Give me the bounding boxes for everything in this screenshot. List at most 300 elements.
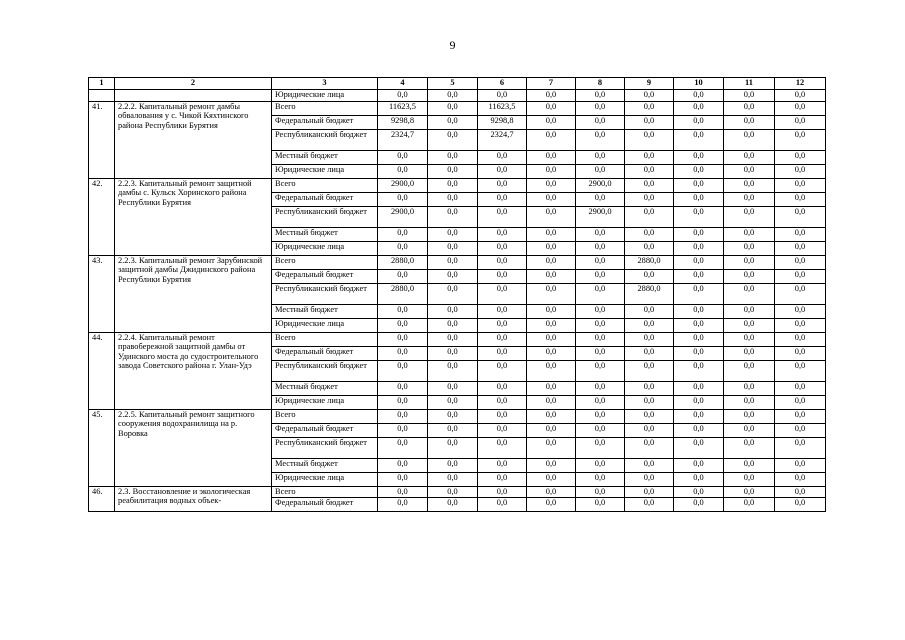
value-cell: 0,0 xyxy=(625,473,674,487)
value-cell: 0,0 xyxy=(478,410,527,424)
value-cell: 0,0 xyxy=(527,284,576,305)
value-cell: 0,0 xyxy=(724,333,775,347)
value-cell: 0,0 xyxy=(428,382,478,396)
value-cell: 0,0 xyxy=(527,242,576,256)
value-cell: 0,0 xyxy=(428,130,478,151)
value-cell: 0,0 xyxy=(478,498,527,512)
value-cell: 0,0 xyxy=(378,333,428,347)
value-cell: 0,0 xyxy=(724,347,775,361)
value-cell: 0,0 xyxy=(527,102,576,116)
value-cell: 0,0 xyxy=(527,305,576,319)
value-cell: 0,0 xyxy=(428,270,478,284)
table-row xyxy=(89,410,826,424)
value-cell: 0,0 xyxy=(674,487,724,498)
value-cell: 0,0 xyxy=(724,116,775,130)
value-cell: 0,0 xyxy=(378,305,428,319)
funding-source-cell: Всего xyxy=(272,179,378,193)
value-cell: 0,0 xyxy=(378,319,428,333)
value-cell: 0,0 xyxy=(428,438,478,459)
value-cell: 0,0 xyxy=(724,424,775,438)
funding-source-cell: Всего xyxy=(272,102,378,116)
value-cell: 0,0 xyxy=(724,319,775,333)
value-cell: 0,0 xyxy=(625,424,674,438)
value-cell: 0,0 xyxy=(625,459,674,473)
value-cell: 0,0 xyxy=(775,90,826,102)
value-cell: 0,0 xyxy=(674,305,724,319)
value-cell: 0,0 xyxy=(527,487,576,498)
value-cell: 0,0 xyxy=(378,498,428,512)
value-cell: 0,0 xyxy=(378,90,428,102)
value-cell: 0,0 xyxy=(378,193,428,207)
value-cell: 0,0 xyxy=(428,179,478,193)
item-name-cell: 2.2.4. Капитальный ремонт правобережной защитной дамбы от Удинского моста до судостроительного завода Советского района г. Улан-Удэ xyxy=(115,333,272,410)
value-cell: 0,0 xyxy=(428,102,478,116)
value-cell: 9298,8 xyxy=(478,116,527,130)
value-cell: 0,0 xyxy=(775,270,826,284)
value-cell: 0,0 xyxy=(576,130,625,151)
column-header: 5 xyxy=(428,78,478,90)
value-cell: 0,0 xyxy=(775,382,826,396)
value-cell: 0,0 xyxy=(378,382,428,396)
value-cell: 0,0 xyxy=(428,410,478,424)
value-cell: 0,0 xyxy=(428,498,478,512)
funding-source-cell: Всего xyxy=(272,410,378,424)
value-cell: 0,0 xyxy=(478,473,527,487)
value-cell: 0,0 xyxy=(625,116,674,130)
table-row xyxy=(89,102,826,116)
value-cell: 0,0 xyxy=(576,242,625,256)
value-cell: 0,0 xyxy=(527,270,576,284)
table-row xyxy=(89,333,826,347)
value-cell: 0,0 xyxy=(674,284,724,305)
value-cell: 0,0 xyxy=(775,130,826,151)
column-header: 6 xyxy=(478,78,527,90)
funding-source-cell: Всего xyxy=(272,256,378,270)
value-cell: 0,0 xyxy=(576,487,625,498)
value-cell: 0,0 xyxy=(775,410,826,424)
value-cell: 0,0 xyxy=(724,438,775,459)
item-name-cell: 2.2.2. Капитальный ремонт дамбы обвалования у с. Чикой Кяхтинского района Республики Бурятия xyxy=(115,102,272,179)
value-cell: 0,0 xyxy=(625,165,674,179)
value-cell: 0,0 xyxy=(674,242,724,256)
column-header: 7 xyxy=(527,78,576,90)
value-cell: 0,0 xyxy=(724,361,775,382)
value-cell: 0,0 xyxy=(527,424,576,438)
value-cell: 2880,0 xyxy=(625,284,674,305)
value-cell: 0,0 xyxy=(674,410,724,424)
value-cell: 0,0 xyxy=(428,473,478,487)
value-cell: 0,0 xyxy=(674,438,724,459)
value-cell: 0,0 xyxy=(428,165,478,179)
value-cell: 0,0 xyxy=(625,151,674,165)
value-cell: 0,0 xyxy=(625,305,674,319)
page-number: 9 xyxy=(449,38,456,52)
value-cell: 0,0 xyxy=(576,438,625,459)
value-cell: 0,0 xyxy=(527,473,576,487)
column-header: 12 xyxy=(775,78,826,90)
value-cell: 0,0 xyxy=(576,396,625,410)
value-cell: 0,0 xyxy=(428,305,478,319)
value-cell: 0,0 xyxy=(775,361,826,382)
column-header: 11 xyxy=(724,78,775,90)
value-cell: 0,0 xyxy=(775,242,826,256)
value-cell: 0,0 xyxy=(625,102,674,116)
value-cell: 0,0 xyxy=(724,130,775,151)
value-cell: 0,0 xyxy=(478,438,527,459)
item-index-cell: 45. xyxy=(89,410,115,487)
value-cell: 0,0 xyxy=(527,193,576,207)
value-cell: 0,0 xyxy=(478,424,527,438)
value-cell: 0,0 xyxy=(724,382,775,396)
value-cell: 0,0 xyxy=(428,90,478,102)
item-index-cell: 46. xyxy=(89,487,115,512)
value-cell: 0,0 xyxy=(674,396,724,410)
table-row xyxy=(89,90,826,102)
value-cell: 0,0 xyxy=(724,473,775,487)
value-cell: 0,0 xyxy=(775,347,826,361)
value-cell: 0,0 xyxy=(428,116,478,130)
column-header: 3 xyxy=(272,78,378,90)
value-cell: 0,0 xyxy=(576,333,625,347)
value-cell: 0,0 xyxy=(428,333,478,347)
value-cell: 0,0 xyxy=(775,319,826,333)
value-cell: 0,0 xyxy=(378,361,428,382)
value-cell: 0,0 xyxy=(576,347,625,361)
value-cell: 0,0 xyxy=(478,207,527,228)
value-cell: 0,0 xyxy=(625,487,674,498)
table-row xyxy=(89,487,826,498)
value-cell: 0,0 xyxy=(625,193,674,207)
funding-source-cell: Местный бюджет xyxy=(272,228,378,242)
value-cell: 0,0 xyxy=(674,165,724,179)
value-cell: 0,0 xyxy=(775,165,826,179)
value-cell: 0,0 xyxy=(724,228,775,242)
value-cell: 0,0 xyxy=(378,270,428,284)
value-cell: 0,0 xyxy=(378,424,428,438)
funding-source-cell: Республиканский бюджет xyxy=(272,361,378,382)
value-cell: 0,0 xyxy=(724,242,775,256)
value-cell: 0,0 xyxy=(775,459,826,473)
value-cell: 0,0 xyxy=(724,179,775,193)
value-cell: 0,0 xyxy=(428,424,478,438)
value-cell: 0,0 xyxy=(775,438,826,459)
value-cell: 0,0 xyxy=(775,396,826,410)
value-cell: 0,0 xyxy=(674,319,724,333)
value-cell: 0,0 xyxy=(378,473,428,487)
value-cell: 0,0 xyxy=(625,438,674,459)
value-cell: 0,0 xyxy=(576,382,625,396)
value-cell: 0,0 xyxy=(378,228,428,242)
value-cell: 0,0 xyxy=(576,284,625,305)
value-cell: 0,0 xyxy=(625,498,674,512)
value-cell: 0,0 xyxy=(576,473,625,487)
item-name-cell: 2.2.3. Капитальный ремонт Зарубинской защитной дамбы Джидинского района Республики Бурятия xyxy=(115,256,272,333)
item-name-cell: 2.2.5. Капитальный ремонт защитного сооружения водохранилища на р. Воровка xyxy=(115,410,272,487)
value-cell: 0,0 xyxy=(674,473,724,487)
funding-source-cell: Республиканский бюджет xyxy=(272,130,378,151)
funding-table xyxy=(88,77,826,512)
funding-source-cell: Местный бюджет xyxy=(272,305,378,319)
value-cell: 0,0 xyxy=(576,410,625,424)
value-cell: 0,0 xyxy=(724,396,775,410)
value-cell: 0,0 xyxy=(527,438,576,459)
value-cell: 0,0 xyxy=(576,319,625,333)
funding-source-cell: Федеральный бюджет xyxy=(272,193,378,207)
item-name-cell xyxy=(115,90,272,102)
value-cell: 0,0 xyxy=(527,382,576,396)
value-cell: 0,0 xyxy=(775,179,826,193)
value-cell: 0,0 xyxy=(428,487,478,498)
value-cell: 0,0 xyxy=(527,207,576,228)
value-cell: 0,0 xyxy=(478,305,527,319)
value-cell: 0,0 xyxy=(428,319,478,333)
value-cell: 0,0 xyxy=(625,130,674,151)
value-cell: 0,0 xyxy=(724,256,775,270)
value-cell: 0,0 xyxy=(724,102,775,116)
value-cell: 0,0 xyxy=(378,242,428,256)
column-header: 2 xyxy=(115,78,272,90)
value-cell: 2900,0 xyxy=(378,179,428,193)
value-cell: 0,0 xyxy=(724,193,775,207)
value-cell: 0,0 xyxy=(724,165,775,179)
value-cell: 0,0 xyxy=(428,396,478,410)
value-cell: 0,0 xyxy=(625,270,674,284)
value-cell: 0,0 xyxy=(674,270,724,284)
table-header-row xyxy=(89,78,826,90)
value-cell: 0,0 xyxy=(478,361,527,382)
funding-source-cell: Юридические лица xyxy=(272,319,378,333)
value-cell: 0,0 xyxy=(527,459,576,473)
value-cell: 0,0 xyxy=(378,347,428,361)
value-cell: 0,0 xyxy=(724,305,775,319)
value-cell: 0,0 xyxy=(724,284,775,305)
value-cell: 0,0 xyxy=(428,242,478,256)
value-cell: 0,0 xyxy=(527,347,576,361)
value-cell: 0,0 xyxy=(576,90,625,102)
value-cell: 0,0 xyxy=(625,90,674,102)
value-cell: 0,0 xyxy=(378,487,428,498)
column-header: 4 xyxy=(378,78,428,90)
value-cell: 0,0 xyxy=(724,459,775,473)
value-cell: 0,0 xyxy=(625,179,674,193)
value-cell: 0,0 xyxy=(527,410,576,424)
value-cell: 0,0 xyxy=(775,151,826,165)
value-cell: 0,0 xyxy=(428,228,478,242)
value-cell: 0,0 xyxy=(428,459,478,473)
item-index-cell: 44. xyxy=(89,333,115,410)
value-cell: 0,0 xyxy=(527,361,576,382)
value-cell: 0,0 xyxy=(576,361,625,382)
value-cell: 0,0 xyxy=(674,347,724,361)
item-index-cell xyxy=(89,90,115,102)
value-cell: 0,0 xyxy=(428,151,478,165)
value-cell: 0,0 xyxy=(428,256,478,270)
value-cell: 2324,7 xyxy=(478,130,527,151)
value-cell: 0,0 xyxy=(775,284,826,305)
value-cell: 0,0 xyxy=(625,396,674,410)
value-cell: 0,0 xyxy=(527,116,576,130)
value-cell: 0,0 xyxy=(674,90,724,102)
value-cell: 0,0 xyxy=(576,424,625,438)
value-cell: 0,0 xyxy=(625,207,674,228)
value-cell: 0,0 xyxy=(775,102,826,116)
value-cell: 0,0 xyxy=(576,116,625,130)
value-cell: 0,0 xyxy=(674,179,724,193)
value-cell: 0,0 xyxy=(775,228,826,242)
value-cell: 0,0 xyxy=(378,438,428,459)
value-cell: 0,0 xyxy=(674,361,724,382)
value-cell: 0,0 xyxy=(428,347,478,361)
value-cell: 0,0 xyxy=(625,410,674,424)
value-cell: 0,0 xyxy=(527,130,576,151)
item-index-cell: 42. xyxy=(89,179,115,256)
table-row xyxy=(89,179,826,193)
value-cell: 0,0 xyxy=(378,396,428,410)
value-cell: 0,0 xyxy=(576,228,625,242)
value-cell: 0,0 xyxy=(576,102,625,116)
funding-source-cell: Федеральный бюджет xyxy=(272,270,378,284)
value-cell: 11623,5 xyxy=(478,102,527,116)
value-cell: 0,0 xyxy=(775,256,826,270)
funding-source-cell: Местный бюджет xyxy=(272,459,378,473)
funding-source-cell: Юридические лица xyxy=(272,396,378,410)
value-cell: 0,0 xyxy=(478,256,527,270)
value-cell: 0,0 xyxy=(478,319,527,333)
value-cell: 2900,0 xyxy=(576,207,625,228)
value-cell: 0,0 xyxy=(674,459,724,473)
column-header: 9 xyxy=(625,78,674,90)
value-cell: 0,0 xyxy=(527,228,576,242)
funding-source-cell: Юридические лица xyxy=(272,242,378,256)
value-cell: 0,0 xyxy=(478,382,527,396)
value-cell: 0,0 xyxy=(775,424,826,438)
value-cell: 0,0 xyxy=(527,396,576,410)
value-cell: 11623,5 xyxy=(378,102,428,116)
value-cell: 0,0 xyxy=(674,130,724,151)
value-cell: 0,0 xyxy=(625,361,674,382)
value-cell: 0,0 xyxy=(775,305,826,319)
value-cell: 0,0 xyxy=(576,165,625,179)
value-cell: 0,0 xyxy=(625,333,674,347)
value-cell: 0,0 xyxy=(625,382,674,396)
item-name-cell: 2.3. Восстановление и экологическая реабилитация водных объек- xyxy=(115,487,272,512)
funding-source-cell: Юридические лица xyxy=(272,473,378,487)
value-cell: 0,0 xyxy=(576,459,625,473)
value-cell: 0,0 xyxy=(527,498,576,512)
value-cell: 0,0 xyxy=(478,193,527,207)
value-cell: 0,0 xyxy=(527,333,576,347)
value-cell: 0,0 xyxy=(527,256,576,270)
item-index-cell: 43. xyxy=(89,256,115,333)
value-cell: 0,0 xyxy=(576,498,625,512)
value-cell: 0,0 xyxy=(674,116,724,130)
funding-source-cell: Республиканский бюджет xyxy=(272,207,378,228)
value-cell: 9298,8 xyxy=(378,116,428,130)
funding-source-cell: Федеральный бюджет xyxy=(272,498,378,512)
value-cell: 0,0 xyxy=(527,179,576,193)
value-cell: 0,0 xyxy=(674,102,724,116)
value-cell: 0,0 xyxy=(576,270,625,284)
value-cell: 0,0 xyxy=(428,207,478,228)
value-cell: 0,0 xyxy=(775,207,826,228)
funding-source-cell: Федеральный бюджет xyxy=(272,424,378,438)
value-cell: 0,0 xyxy=(775,193,826,207)
funding-source-cell: Всего xyxy=(272,487,378,498)
funding-source-cell: Местный бюджет xyxy=(272,382,378,396)
value-cell: 0,0 xyxy=(775,116,826,130)
value-cell: 2880,0 xyxy=(625,256,674,270)
funding-source-cell: Федеральный бюджет xyxy=(272,347,378,361)
column-header: 10 xyxy=(674,78,724,90)
value-cell: 0,0 xyxy=(428,284,478,305)
value-cell: 0,0 xyxy=(576,305,625,319)
value-cell: 2880,0 xyxy=(378,256,428,270)
value-cell: 0,0 xyxy=(674,207,724,228)
value-cell: 0,0 xyxy=(378,410,428,424)
funding-source-cell: Республиканский бюджет xyxy=(272,438,378,459)
value-cell: 0,0 xyxy=(724,487,775,498)
value-cell: 0,0 xyxy=(576,151,625,165)
value-cell: 0,0 xyxy=(478,459,527,473)
value-cell: 0,0 xyxy=(378,151,428,165)
value-cell: 0,0 xyxy=(724,410,775,424)
value-cell: 0,0 xyxy=(478,270,527,284)
funding-source-cell: Республиканский бюджет xyxy=(272,284,378,305)
value-cell: 0,0 xyxy=(478,284,527,305)
value-cell: 0,0 xyxy=(428,193,478,207)
value-cell: 0,0 xyxy=(378,165,428,179)
value-cell: 0,0 xyxy=(478,396,527,410)
item-index-cell: 41. xyxy=(89,102,115,179)
column-header: 1 xyxy=(89,78,115,90)
funding-source-cell: Всего xyxy=(272,333,378,347)
funding-source-cell: Местный бюджет xyxy=(272,151,378,165)
value-cell: 0,0 xyxy=(428,361,478,382)
value-cell: 0,0 xyxy=(724,90,775,102)
value-cell: 0,0 xyxy=(478,487,527,498)
value-cell: 0,0 xyxy=(674,151,724,165)
value-cell: 0,0 xyxy=(674,498,724,512)
value-cell: 2880,0 xyxy=(378,284,428,305)
value-cell: 0,0 xyxy=(724,498,775,512)
value-cell: 0,0 xyxy=(527,90,576,102)
value-cell: 0,0 xyxy=(576,256,625,270)
value-cell: 0,0 xyxy=(724,151,775,165)
value-cell: 0,0 xyxy=(674,333,724,347)
column-header: 8 xyxy=(576,78,625,90)
value-cell: 0,0 xyxy=(625,228,674,242)
value-cell: 0,0 xyxy=(478,228,527,242)
value-cell: 2900,0 xyxy=(378,207,428,228)
value-cell: 0,0 xyxy=(674,256,724,270)
value-cell: 0,0 xyxy=(775,473,826,487)
value-cell: 0,0 xyxy=(478,165,527,179)
value-cell: 0,0 xyxy=(478,179,527,193)
value-cell: 0,0 xyxy=(527,165,576,179)
value-cell: 0,0 xyxy=(478,242,527,256)
funding-source-cell: Федеральный бюджет xyxy=(272,116,378,130)
value-cell: 2900,0 xyxy=(576,179,625,193)
value-cell: 0,0 xyxy=(478,333,527,347)
value-cell: 0,0 xyxy=(674,424,724,438)
value-cell: 0,0 xyxy=(576,193,625,207)
value-cell: 0,0 xyxy=(775,333,826,347)
value-cell: 0,0 xyxy=(378,459,428,473)
value-cell: 0,0 xyxy=(625,319,674,333)
value-cell: 0,0 xyxy=(625,347,674,361)
value-cell: 0,0 xyxy=(724,270,775,284)
funding-source-cell: Юридические лица xyxy=(272,90,378,102)
